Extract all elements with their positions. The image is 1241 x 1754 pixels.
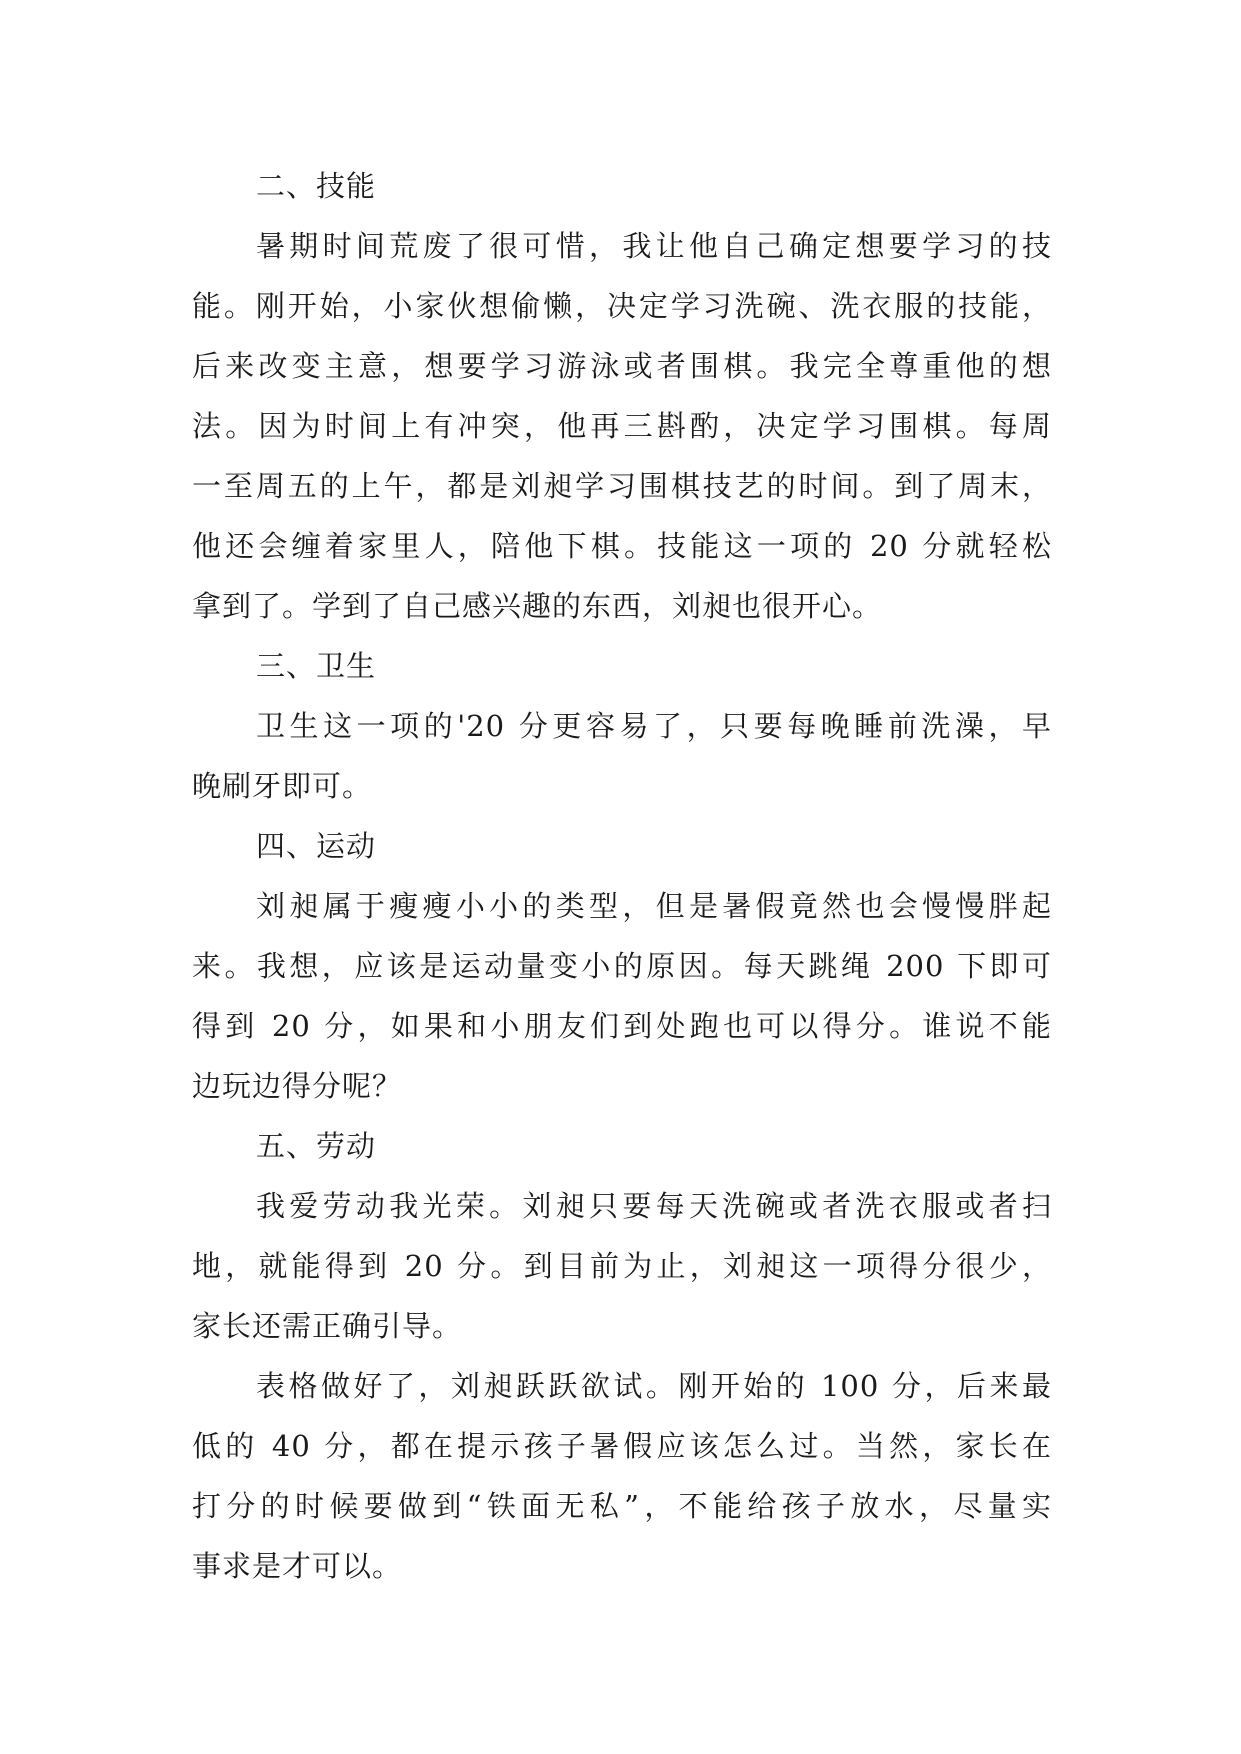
paragraph-line: 他还会缠着家里人，陪他下棋。技能这一项的 20 分就轻松: [192, 529, 1052, 563]
paragraph-line: 后来改变主意，想要学习游泳或者围棋。我完全尊重他的想: [192, 349, 1052, 383]
paragraph-line: 地，就能得到 20 分。到目前为止，刘昶这一项得分很少，: [192, 1249, 1052, 1283]
paragraph-line: 卫生这一项的'20 分更容易了，只要每晚睡前洗澡，早: [256, 709, 1052, 743]
paragraph-line: 得到 20 分，如果和小朋友们到处跑也可以得分。谁说不能: [192, 1009, 1052, 1043]
paragraph-line: 打分的时候要做到“铁面无私”，不能给孩子放水，尽量实: [192, 1489, 1052, 1523]
paragraph-line: 晚刷牙即可。: [192, 769, 373, 803]
paragraph-line: 暑期时间荒废了很可惜，我让他自己确定想要学习的技: [256, 229, 1052, 263]
paragraph-line: 法。因为时间上有冲突，他再三斟酌，决定学习围棋。每周: [192, 409, 1052, 443]
section-heading-skills: 二、技能: [256, 169, 377, 203]
paragraph-line: 家长还需正确引导。: [192, 1309, 463, 1343]
paragraph-line: 事求是才可以。: [192, 1549, 403, 1583]
paragraph-line: 刘昶属于瘦瘦小小的类型，但是暑假竟然也会慢慢胖起: [256, 889, 1052, 923]
paragraph-line: 一至周五的上午，都是刘昶学习围棋技艺的时间。到了周末，: [192, 469, 1052, 503]
paragraph-line: 边玩边得分呢？: [192, 1069, 403, 1103]
paragraph-skills: [192, 216, 1052, 636]
paragraph-line: 拿到了。学到了自己感兴趣的东西，刘昶也很开心。: [192, 589, 883, 623]
paragraph-exercise: [192, 876, 1052, 1116]
paragraph-line: 低的 40 分，都在提示孩子暑假应该怎么过。当然，家长在: [192, 1429, 1052, 1463]
section-heading-hygiene: 三、卫生: [256, 649, 377, 683]
paragraph-conclusion: [192, 1356, 1052, 1596]
paragraph-line: 我爱劳动我光荣。刘昶只要每天洗碗或者洗衣服或者扫: [256, 1189, 1052, 1223]
paragraph-line: 能。刚开始，小家伙想偷懒，决定学习洗碗、洗衣服的技能，: [192, 289, 1052, 323]
section-heading-exercise: 四、运动: [256, 829, 377, 863]
paragraph-labor: [192, 1176, 1052, 1356]
paragraph-line: 表格做好了，刘昶跃跃欲试。刚开始的 100 分，后来最: [256, 1369, 1052, 1403]
section-heading-labor: 五、劳动: [256, 1129, 377, 1163]
document-body: [192, 156, 1052, 1596]
paragraph-hygiene: [192, 696, 1052, 816]
paragraph-line: 来。我想，应该是运动量变小的原因。每天跳绳 200 下即可: [192, 949, 1052, 983]
